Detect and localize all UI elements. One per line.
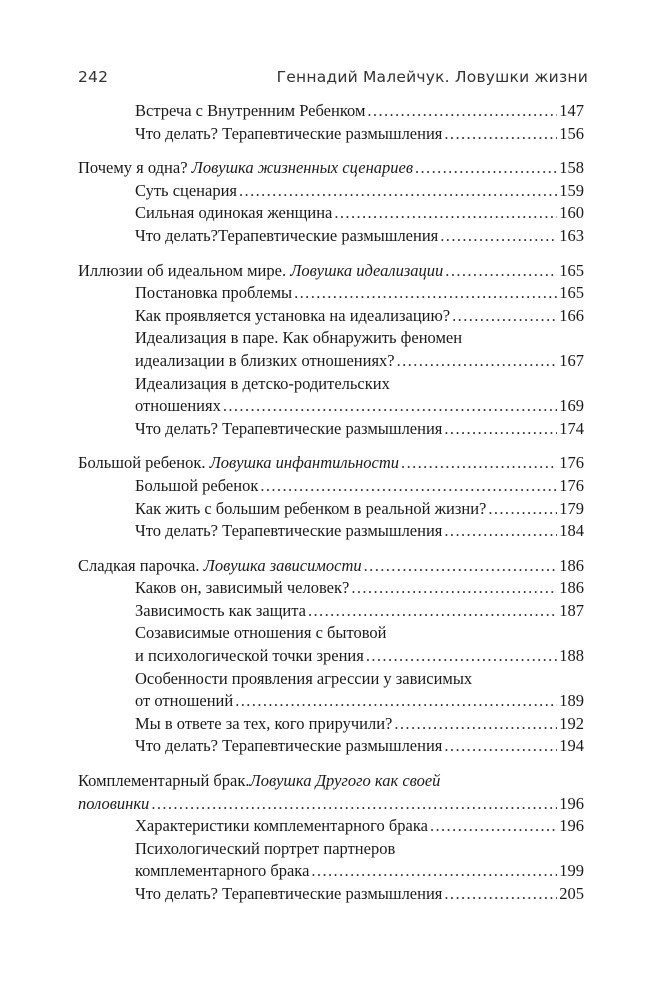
toc-entry-page-number: 184 — [559, 521, 584, 541]
section-subtitle: Ловушка идеализации — [290, 260, 444, 280]
section-subtitle: Ловушка Другого как своей — [249, 771, 441, 791]
dot-leader — [364, 555, 558, 578]
toc-entry-page-number: 163 — [559, 225, 584, 245]
toc-entry-page-number: 194 — [559, 736, 584, 756]
toc-entry — [78, 350, 584, 373]
toc-entry-title: Постановка проблемы — [135, 283, 293, 303]
toc-entry-page-number: 147 — [559, 101, 584, 120]
section-subtitle-cont: половинки — [78, 793, 150, 813]
toc-entry — [78, 815, 584, 838]
toc-entry-page-number: 159 — [559, 180, 584, 200]
section-label — [78, 260, 443, 283]
toc-entry-page-number: 156 — [559, 123, 584, 143]
dot-leader — [351, 577, 557, 600]
toc-entry — [78, 202, 584, 225]
section-heading — [78, 157, 584, 180]
toc-entry — [78, 860, 584, 883]
dot-leader — [367, 100, 557, 123]
toc-entry-title: Большой ребенок — [135, 475, 259, 495]
toc-entry-title: Каков он, зависимый человек? — [135, 578, 350, 598]
toc-entry — [78, 690, 584, 713]
dot-leader — [294, 282, 557, 305]
section-title: Почему я одна? — [78, 158, 192, 178]
section-title: Иллюзии об идеальном мире. — [78, 260, 291, 280]
toc-entry — [78, 645, 584, 668]
toc-entry-page-number: 186 — [559, 578, 584, 598]
toc-entry-page-number: 205 — [559, 884, 584, 903]
dot-leader — [366, 645, 557, 668]
dot-leader — [308, 600, 557, 623]
toc-entry-page-number: 189 — [559, 691, 584, 711]
toc-entry-title: Сильная одинокая женщина — [135, 203, 333, 223]
toc-entry — [78, 225, 584, 248]
dot-leader — [430, 815, 557, 838]
toc-section — [78, 452, 584, 542]
section-title: Сладкая парочка. — [78, 555, 204, 575]
toc-entry-page-number: 192 — [559, 713, 584, 733]
toc-section — [78, 555, 584, 758]
toc-entry-title: Зависимость как защита — [135, 600, 306, 620]
toc-entry-line: Психологический портрет партнеров — [135, 838, 396, 858]
toc-entry-line: Идеализация в детско-родительских — [135, 373, 390, 393]
dot-leader — [488, 498, 557, 521]
toc-entry — [78, 713, 584, 736]
toc-entry-line: Особенности проявления агрессии у зависимых — [135, 668, 473, 688]
toc-entry-title: Суть сценария — [135, 180, 238, 200]
running-header — [78, 68, 588, 86]
section-page-number: 196 — [559, 793, 584, 813]
section-label — [78, 452, 399, 475]
section-page-number: 158 — [559, 158, 584, 178]
toc-entry-page-number: 176 — [559, 475, 584, 495]
toc-entry — [78, 418, 584, 441]
dot-leader — [397, 350, 558, 373]
toc-entry-page-number: 199 — [559, 861, 584, 881]
toc-entry-page-number: 165 — [559, 283, 584, 303]
toc-entry-page-number: 167 — [559, 350, 584, 370]
dot-leader — [452, 305, 557, 328]
dot-leader — [334, 202, 557, 225]
toc-entry-title: Что делать? Терапевтические размышления — [135, 123, 443, 143]
dot-leader — [445, 260, 557, 283]
dot-leader — [311, 860, 557, 883]
toc-entry-page-number: 187 — [559, 600, 584, 620]
toc-entry-page-number: 166 — [559, 305, 584, 325]
toc-entry-title: Как жить с большим ребенком в реальной жизни? — [135, 498, 487, 518]
toc-entry — [78, 180, 584, 203]
dot-leader — [223, 395, 557, 418]
toc-entry-title: Характеристики комплементарного брака — [135, 816, 428, 836]
toc-entry — [78, 395, 584, 418]
table-of-contents — [78, 100, 584, 918]
toc-entry-page-number: 160 — [559, 203, 584, 223]
toc-section — [78, 770, 584, 906]
toc-entry — [78, 520, 584, 543]
section-page-number: 186 — [559, 555, 584, 575]
section-title: Комплементарный брак. — [78, 771, 250, 791]
dot-leader — [260, 475, 557, 498]
dot-leader — [440, 225, 557, 248]
section-heading — [78, 260, 584, 283]
toc-section — [78, 100, 584, 145]
section-heading — [78, 452, 584, 475]
dot-leader — [444, 735, 557, 758]
dot-leader — [235, 690, 557, 713]
toc-entry-page-number: 169 — [559, 396, 584, 416]
toc-entry — [78, 577, 584, 600]
dot-leader — [444, 883, 557, 906]
toc-entry — [78, 735, 584, 758]
section-label — [78, 157, 413, 180]
dot-leader — [444, 418, 557, 441]
dot-leader — [394, 713, 557, 736]
toc-entry-title: Встреча с Внутренним Ребенком — [135, 101, 366, 120]
toc-entry-title: Что делать? Терапевтические размышления — [135, 418, 443, 438]
toc-entry-page-number: 188 — [559, 646, 584, 666]
toc-entry-line: Идеализация в паре. Как обнаружить феномен — [135, 328, 463, 348]
toc-entry-title: Мы в ответе за тех, кого приручили? — [135, 713, 393, 733]
dot-leader — [401, 452, 557, 475]
dot-leader — [239, 180, 557, 203]
section-subtitle: Ловушка жизненных сценариев — [191, 158, 413, 178]
toc-entry-title: и психологической точки зрения — [135, 646, 364, 666]
section-page-number: 176 — [559, 453, 584, 473]
section-title: Большой ребенок. — [78, 453, 210, 473]
toc-entry — [78, 305, 584, 328]
dot-leader — [444, 520, 557, 543]
toc-entry — [78, 600, 584, 623]
toc-entry-page-number: 174 — [559, 418, 584, 438]
toc-entry-title: Что делать? Терапевтические размышления — [135, 884, 443, 903]
section-heading-cont — [78, 793, 584, 816]
section-heading — [78, 555, 584, 578]
toc-entry-title: от отношений — [135, 691, 234, 711]
dot-leader — [151, 793, 557, 816]
toc-entry-title: Что делать?Терапевтические размышления — [135, 225, 439, 245]
toc-entry — [78, 100, 584, 123]
toc-entry-title: Что делать? Терапевтические размышления — [135, 736, 443, 756]
toc-entry-title: комплементарного брака — [135, 861, 310, 881]
toc-entry-title: Что делать? Терапевтические размышления — [135, 521, 443, 541]
toc-entry-page-number: 196 — [559, 816, 584, 836]
toc-section — [78, 260, 584, 441]
section-heading — [78, 770, 584, 793]
toc-entry-title: Как проявляется установка на идеализацию? — [135, 305, 451, 325]
running-title: Геннадий Малейчук. Ловушки жизни — [276, 68, 588, 86]
dot-leader — [415, 157, 557, 180]
toc-entry-page-number: 179 — [559, 498, 584, 518]
section-label — [78, 555, 362, 578]
dot-leader — [444, 123, 557, 146]
section-subtitle: Ловушка инфантильности — [209, 453, 400, 473]
toc-section — [78, 157, 584, 247]
toc-entry-title: идеализации в близких отношениях? — [135, 350, 395, 370]
toc-entry — [78, 282, 584, 305]
toc-entry — [78, 475, 584, 498]
toc-entry-line: Созависимые отношения с бытовой — [135, 623, 387, 643]
toc-entry — [78, 883, 584, 906]
toc-entry — [78, 123, 584, 146]
toc-entry — [78, 498, 584, 521]
section-subtitle: Ловушка зависимости — [203, 555, 362, 575]
page-number: 242 — [78, 68, 109, 86]
section-page-number: 165 — [559, 260, 584, 280]
toc-entry-title: отношениях — [135, 396, 221, 416]
